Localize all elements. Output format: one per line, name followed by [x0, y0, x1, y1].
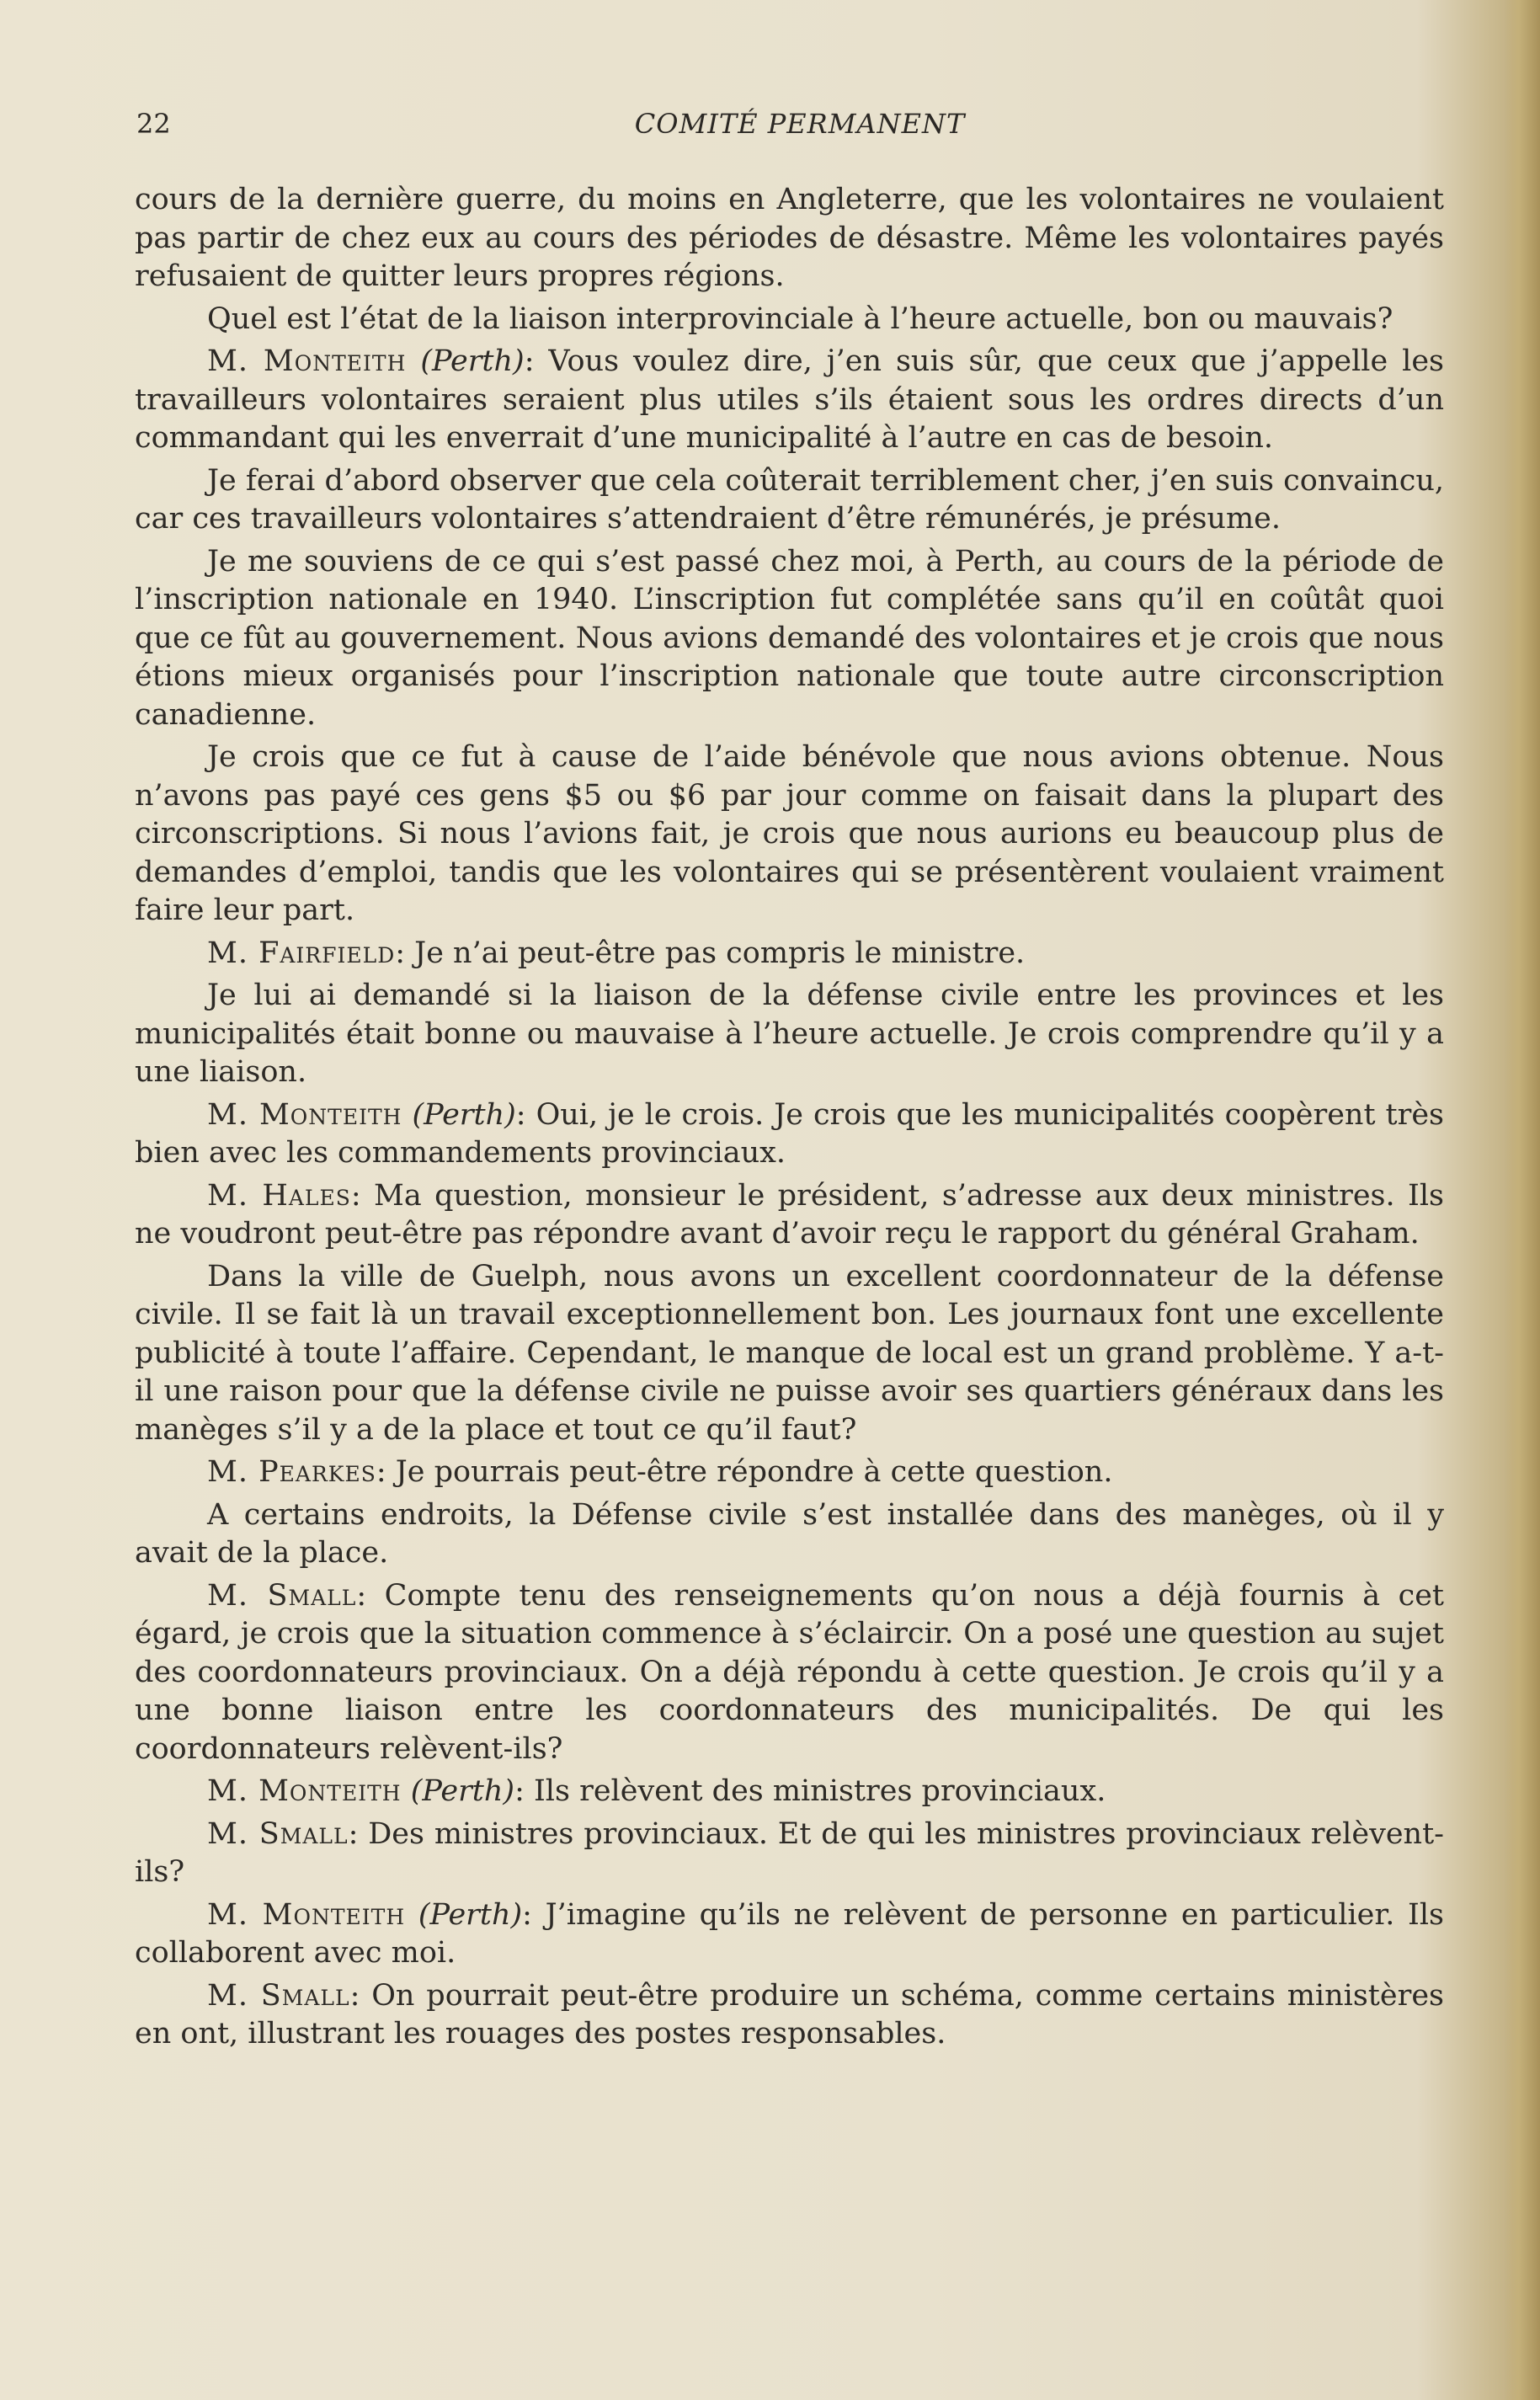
speaker-name: M. Monteith: [207, 1774, 402, 1808]
speaker-name: M. Hales: [207, 1178, 351, 1213]
speaker-separator: :: [524, 344, 535, 378]
paragraph-text: A certains endroits, la Défense civile s’est installée dans des manèges, où il y avait de la place.: [135, 1497, 1444, 1570]
paragraph-text: cours de la dernière guerre, du moins en Angleterre, que les volontaires ne voulaient pas partir de chez eux au cours des périodes de désastre. Même les volontaires payés refusaient de quitter leurs propres régions.: [135, 183, 1444, 293]
paragraph-text: J’imagine qu’ils ne relèvent de personne en particulier. Ils collaborent avec moi.: [135, 1897, 1444, 1970]
paragraph: [135, 1258, 1444, 1450]
speaker-riding: (Perth): [412, 1097, 516, 1132]
paragraph-text: Vous voulez dire, j’en suis sûr, que ceux que j’appelle les travailleurs volontaires seraient plus utiles s’ils étaient sous les ordres directs d’un commandant qui les enverrait d’une municipalité à l’autre en cas de besoin.: [135, 344, 1444, 455]
paragraph: [135, 739, 1444, 931]
speaker-separator: :: [356, 1578, 367, 1613]
paragraph-text: Des ministres provinciaux. Et de qui les ministres provinciaux relèvent-ils?: [135, 1816, 1444, 1889]
speaker-name: M. Monteith: [207, 1897, 406, 1932]
speaker-paragraph: [135, 1816, 1444, 1892]
speaker-separator: :: [522, 1897, 532, 1932]
speaker-name: M. Fairfield: [207, 936, 396, 970]
speaker-name: M. Small: [207, 1816, 349, 1851]
speaker-paragraph: [135, 1773, 1444, 1811]
speaker-paragraph: [135, 343, 1444, 458]
page-header: [135, 108, 1448, 148]
speaker-name: M. Monteith: [207, 1097, 402, 1132]
paragraph-text: Je n’ai peut-être pas compris le ministre.: [405, 936, 1026, 970]
speaker-paragraph: [135, 1177, 1444, 1254]
paragraph: [135, 543, 1444, 735]
speaker-separator: :: [349, 1978, 360, 2013]
speaker-separator: :: [348, 1816, 359, 1851]
speaker-separator: :: [350, 1178, 361, 1213]
paragraph-text: Dans la ville de Guelph, nous avons un excellent coordonnateur de la défense civile. Il se fait là un travail exceptionnellement bon. Les journaux font une excellente publicité à toute l’affaire. Cependant, le manque de local est un grand problème. Y a-t-il une raison pour que la défense civile ne puisse avoir ses quartiers généraux dans les manèges s’il y a de la place et tout ce qu’il faut?: [135, 1259, 1444, 1447]
speaker-separator: :: [376, 1455, 386, 1489]
paragraph: [135, 977, 1444, 1092]
paragraph-text: Ils relèvent des ministres provinciaux.: [524, 1774, 1106, 1808]
speaker-riding: (Perth): [420, 344, 525, 378]
speaker-paragraph: [135, 1977, 1444, 2054]
speaker-name: M. Small: [207, 1578, 357, 1613]
speaker-paragraph: [135, 935, 1444, 973]
speaker-separator: :: [515, 1097, 526, 1132]
speaker-paragraph: [135, 1096, 1444, 1173]
page-number: 22: [136, 108, 171, 140]
paragraph-text: Je me souviens de ce qui s’est passé chez moi, à Perth, au cours de la période de l’inscription nationale en 1940. L’inscription fut complétée sans qu’il en coûtât quoi que ce fût au gouvernement. Nous avions demandé des volontaires et je crois que nous étions mieux organisés pour l’inscription nationale que toute autre circonscription canadienne.: [135, 544, 1444, 732]
paragraph-text: Compte tenu des renseignements qu’on nous a déjà fournis à cet égard, je crois que la situation commence à s’éclaircir. On a posé une question au sujet des coordonnateurs provinciaux. On a déjà répondu à cette question. Je crois qu’il y a une bonne liaison entre les coordonnateurs des municipalités. De qui les coordonnateurs relèvent-ils?: [135, 1578, 1444, 1766]
speaker-riding: (Perth): [410, 1774, 515, 1808]
speaker-paragraph: [135, 1453, 1444, 1492]
page-edge: [1505, 0, 1540, 2400]
speaker-riding: (Perth): [418, 1897, 523, 1932]
paragraph: [135, 1496, 1444, 1573]
paragraph: [135, 462, 1444, 539]
paragraph: [135, 181, 1444, 296]
speaker-name: M. Pearkes: [207, 1455, 376, 1489]
speaker-name: M. Monteith: [207, 344, 407, 378]
speaker-paragraph: [135, 1577, 1444, 1769]
speaker-separator: :: [395, 936, 406, 970]
speaker-paragraph: [135, 1896, 1444, 1973]
paragraph-text: On pourrait peut-être produire un schéma, comme certains ministères en ont, illustrant les rouages des postes responsables.: [135, 1978, 1444, 2051]
paragraph: [135, 301, 1444, 339]
speaker-name: M. Small: [207, 1978, 350, 2013]
running-head: COMITÉ PERMANENT: [634, 108, 966, 140]
paragraph-text: Ma question, monsieur le président, s’adresse aux deux ministres. Ils ne voudront peut-être pas répondre avant d’avoir reçu le rapport du général Graham.: [135, 1178, 1444, 1251]
paragraph-text: Oui, je le crois. Je crois que les municipalités coopèrent très bien avec les commandements provinciaux.: [135, 1097, 1444, 1170]
paragraph-text: Quel est l’état de la liaison interprovinciale à l’heure actuelle, bon ou mauvais?: [207, 301, 1393, 336]
paragraph-text: Je pourrais peut-être répondre à cette question.: [386, 1455, 1113, 1489]
paragraph-text: Je lui ai demandé si la liaison de la défense civile entre les provinces et les municipalités était bonne ou mauvaise à l’heure actuelle. Je crois comprendre qu’il y a une liaison.: [135, 979, 1444, 1089]
paragraph-text: Je ferai d’abord observer que cela coûterait terriblement cher, j’en suis convaincu, car ces travailleurs volontaires s’attendraient d’être rémunérés, je présume.: [135, 463, 1444, 536]
paragraph-text: Je crois que ce fut à cause de l’aide bénévole que nous avions obtenue. Nous n’avons pas payé ces gens $5 ou $6 par jour comme on faisait dans la plupart des circonscriptions. Si nous l’avions fait, je crois que nous aurions eu beaucoup plus de demandes d’emploi, tandis que les volontaires qui se présentèrent voulaient vraiment faire leur part.: [135, 740, 1444, 927]
document-body: [135, 181, 1444, 2058]
speaker-separator: :: [514, 1774, 525, 1808]
